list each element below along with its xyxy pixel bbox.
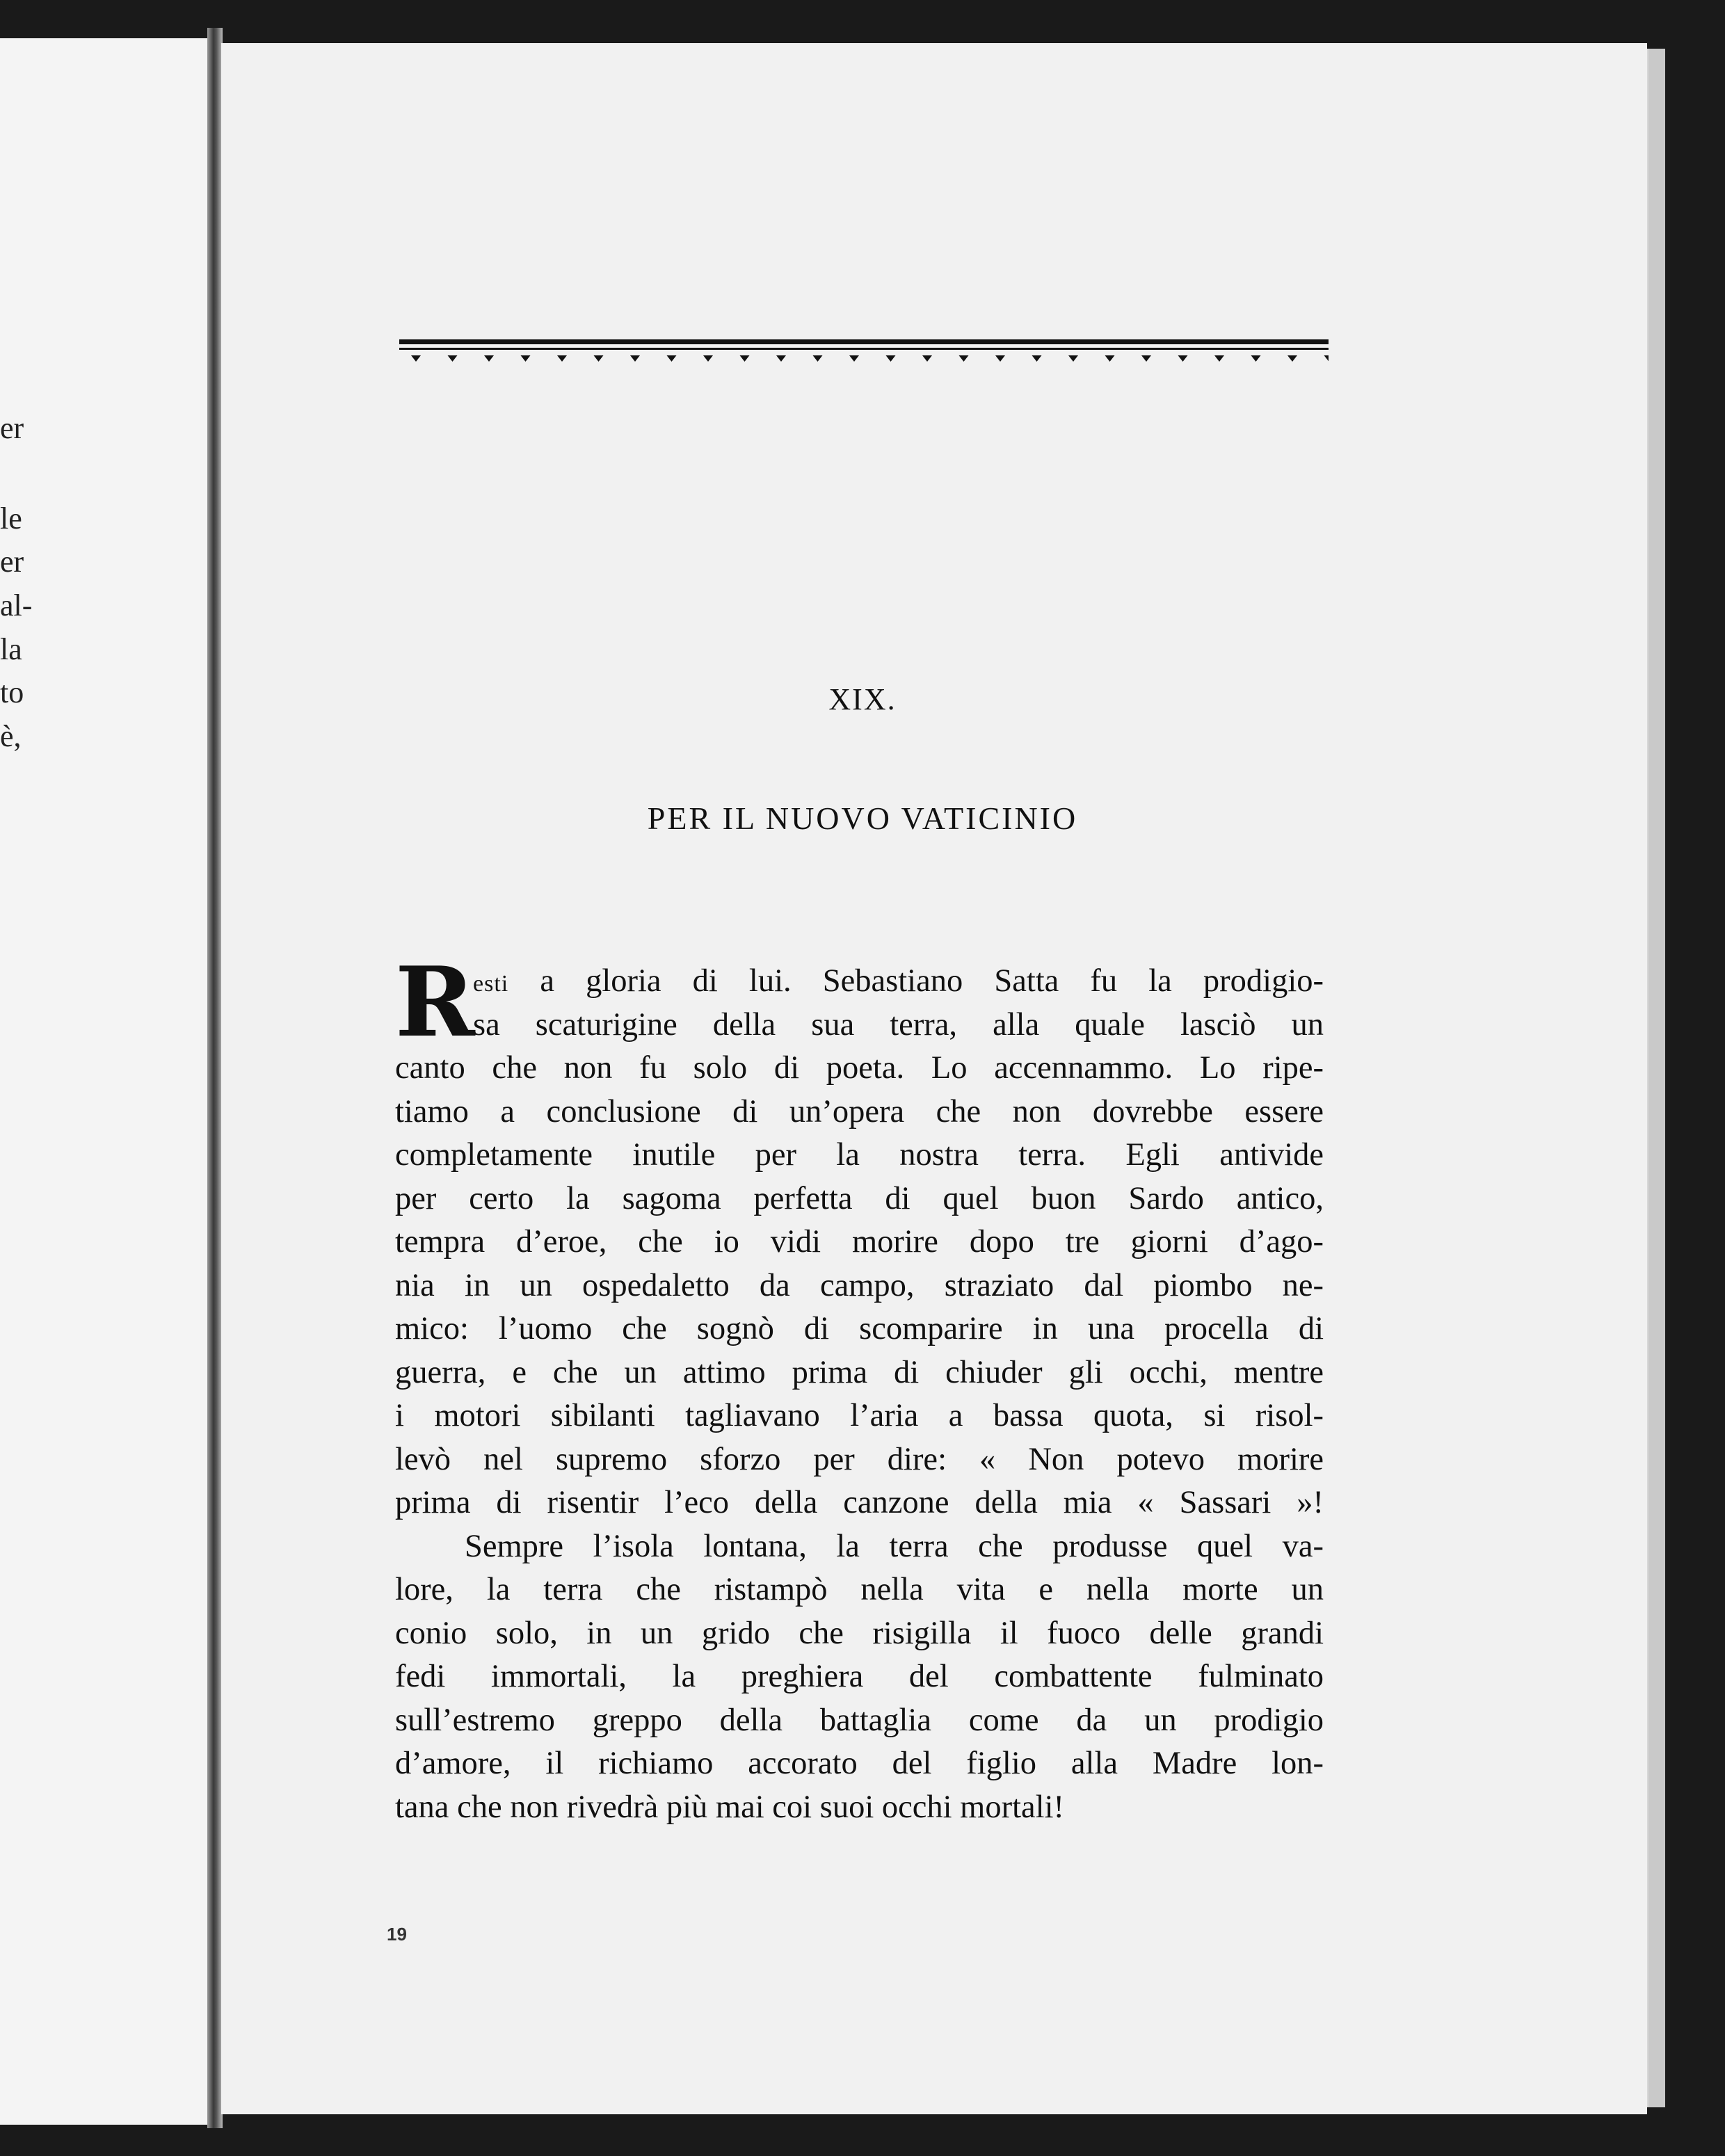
text-line: lore, la terra che ristampò nella vita e nella morte un: [395, 1572, 1324, 1607]
triangle-mark: [630, 355, 640, 362]
text-line: d’amore, il richiamo accorato del figlio alla Madre lon-: [395, 1746, 1324, 1781]
triangle-mark: [813, 355, 823, 362]
text-line: completamente inutile per la nostra terra. Egli antivide: [395, 1137, 1324, 1173]
left-page-fragment: er: [0, 411, 24, 445]
triangle-mark: [703, 355, 713, 362]
text-line: Sempre l’isola lontana, la terra che produsse quel va-: [465, 1528, 1324, 1564]
text-line: fedi immortali, la preghiera del combattente fulminato: [395, 1659, 1324, 1694]
triangle-mark: [557, 355, 567, 362]
chapter-title: PER IL NUOVO VATICINIO: [647, 801, 1078, 836]
triangle-mark: [886, 355, 896, 362]
chapter-number: XIX.: [828, 682, 897, 716]
rule-thin-line: [399, 348, 1329, 350]
text-line: prima di risentir l’eco della canzone della mia « Sassari »!: [395, 1485, 1324, 1520]
triangle-mark: [1287, 355, 1297, 362]
text-line: nia in un ospedaletto da campo, straziato dal piombo ne-: [395, 1267, 1324, 1303]
text-line: canto che non fu solo di poeta. Lo accennammo. Lo ripe-: [395, 1050, 1324, 1086]
left-page-fragment: to: [0, 675, 24, 709]
triangle-mark: [776, 355, 786, 362]
text-line: per certo la sagoma perfetta di quel buon Sardo antico,: [395, 1180, 1324, 1216]
triangle-mark: [411, 355, 421, 362]
rule-thick-line: [399, 339, 1329, 344]
left-page-fragment: è,: [0, 719, 22, 753]
triangle-mark: [1324, 355, 1329, 362]
book-gutter: [207, 28, 223, 2128]
triangle-mark: [1141, 355, 1151, 362]
left-page-fragment: la: [0, 632, 22, 666]
left-page-fragment: er: [0, 545, 24, 579]
triangle-mark: [1178, 355, 1188, 362]
triangle-mark: [667, 355, 677, 362]
text-line: tana che non rivedrà più mai coi suoi occhi mortali!: [395, 1789, 1064, 1825]
text-line: mico: l’uomo che sognò di scomparire in una procella di: [395, 1311, 1324, 1346]
triangle-mark: [1214, 355, 1224, 362]
text-line: esti a gloria di lui. Sebastiano Satta fu la prodigio-: [473, 963, 1324, 999]
triangle-mark: [484, 355, 494, 362]
left-facing-page: [0, 38, 209, 2125]
left-page-fragment: al-: [0, 588, 33, 622]
triangle-mark: [922, 355, 932, 362]
triangle-mark: [521, 355, 531, 362]
triangle-mark: [1068, 355, 1078, 362]
triangle-mark: [594, 355, 604, 362]
text-line: i motori sibilanti tagliavano l’aria a bassa quota, si risol-: [395, 1398, 1324, 1433]
ornamental-rule: [399, 339, 1329, 367]
text-line: tempra d’eroe, che io vidi morire dopo tre giorni d’ago-: [395, 1224, 1324, 1260]
text-line: tiamo a conclusione di un’opera che non dovrebbe essere: [395, 1093, 1324, 1129]
triangle-mark: [1032, 355, 1042, 362]
triangle-mark: [959, 355, 969, 362]
triangle-mark: [995, 355, 1005, 362]
triangle-border-icon: [399, 353, 1329, 364]
triangle-mark: [849, 355, 859, 362]
triangle-mark: [1105, 355, 1115, 362]
text-line: guerra, e che un attimo prima di chiuder gli occhi, mentre: [395, 1354, 1324, 1390]
text-line: conio solo, in un grido che risigilla il fuoco delle grandi: [395, 1615, 1324, 1651]
page-number: 19: [387, 1924, 407, 1945]
triangle-mark: [740, 355, 750, 362]
triangle-mark: [1251, 355, 1261, 362]
text-line: sull’estremo greppo della battaglia come da un prodigio: [395, 1702, 1324, 1738]
page-edge: [1648, 49, 1665, 2107]
body-text: [395, 945, 1324, 1829]
text-line: levò nel supremo sforzo per dire: « Non potevo morire: [395, 1441, 1324, 1477]
drop-cap: R: [395, 945, 475, 1059]
smallcaps-word: esti: [473, 971, 509, 997]
text-line: sa scaturigine della sua terra, alla quale lasciò un: [473, 1006, 1324, 1043]
left-page-fragment: le: [0, 501, 22, 536]
triangle-mark: [448, 355, 458, 362]
